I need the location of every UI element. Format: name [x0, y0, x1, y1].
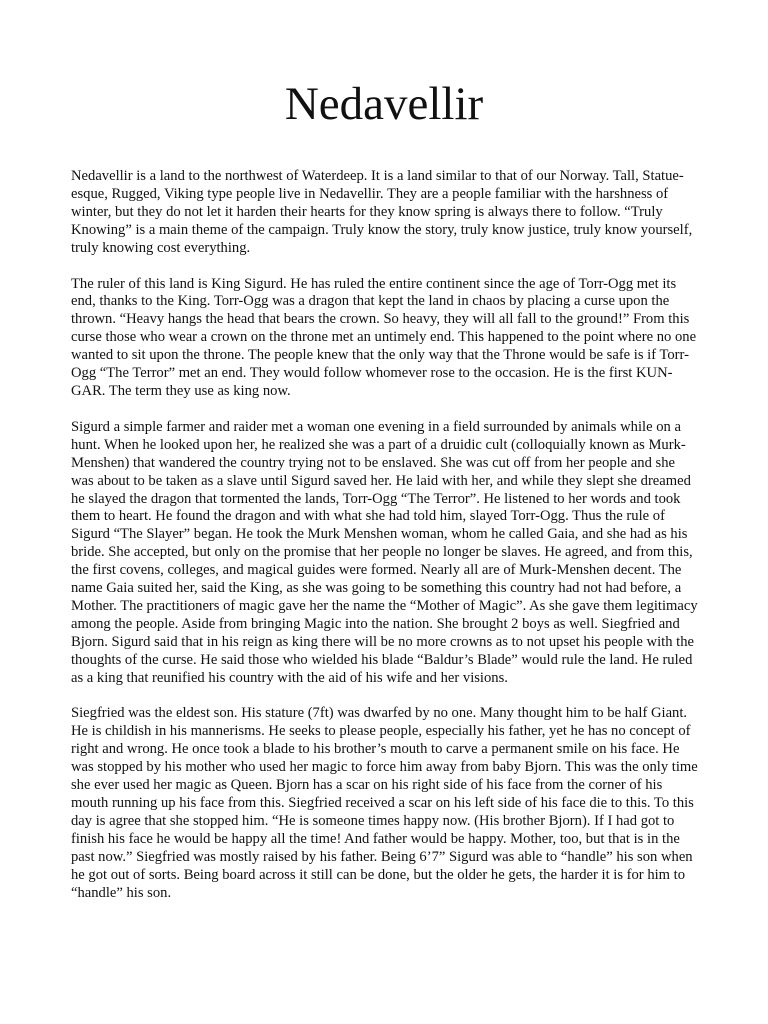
page-title: Nedavellir: [284, 78, 484, 130]
paragraph-ruler: The ruler of this land is King Sigurd. He has ruled the entire continent since the age of Torr-Ogg met its end, thanks to the King. Torr-Ogg was a dragon that kept the land in chaos by placing a curse upon the thrown. “Heavy hangs the head that bears the crown. So heavy, they will all fall to the ground!” From this curse those who wear a crown on the throne met an untimely end. This happened to the point where no one wanted to sit upon the throne. The people knew that the only way that the Throne would be safe is if Torr-Ogg “The Terror” met an end. They would follow whomever rose to the occasion. He is the first KUN-GAR. The term they use as king now.: [71, 275, 697, 399]
paragraph-sigurd: Sigurd a simple farmer and raider met a woman one evening in a field surrounded by animals while on a hunt. When he looked upon her, he realized she was a part of a druidic cult (colloquially known as Murk-Menshen) that wandered the country trying not to be enslaved. She was cut off from her people and she was about to be taken as a slave until Sigurd saved her. He laid with her, and while they slept she dreamed he slayed the dragon that tormented the lands, Torr-Ogg “The Terror”. He listened to her words and took them to heart. He found the dragon and with what she had told him, slayed Torr-Ogg. Thus the rule of Sigurd “The Slayer” began. He took the Murk Menshen woman, whom he called Gaia, and she had as his bride. She accepted, but only on the promise that her people no longer be slaves. He agreed, and from this, the first covens, colleges, and magical guides were formed. Nearly all are of Murk-Menshen decent. The name Gaia suited her, said the King, as she was going to be something this country had not had before, a Mother. The practitioners of magic gave her the name the “Mother of Magic”. As she gave them legitimacy among the people. Aside from bringing Magic into the nation. She brought 2 boys as well. Siegfried and Bjorn. Sigurd said that in his reign as king there will be no more crowns as to not upset his people with the thoughts of the curse. He said those who wielded his blade “Baldur’s Blade” would rule the land. He ruled as a king that reunified his country with the aid of his wife and her visions.: [71, 418, 698, 686]
document-body: [71, 168, 701, 920]
paragraph-intro: Nedavellir is a land to the northwest of Waterdeep. It is a land similar to that of our Norway. Tall, Statue-esque, Rugged, Viking type people live in Nedavellir. They are a people familiar with the harshness of winter, but they do not let it harden their hearts for they know spring is always there to follow. “Truly Knowing” is a main theme of the campaign. Truly know the story, truly know justice, truly know yourself, truly knowing cost everything.: [71, 168, 693, 256]
paragraph-siegfried: Siegfried was the eldest son. His stature (7ft) was dwarfed by no one. Many thought him to be half Giant. He is childish in his mannerisms. He seeks to please people, especially his father, yet he has no concept of right and wrong. He once took a blade to his brother’s mouth to carve a permanent smile on his face. He was stopped by his mother who used her magic to force him away from baby Bjorn. This was the only time she ever used her magic as Queen. Bjorn has a scar on his right side of his face from the corner of his mouth running up his face from this. Siegfried received a scar on his left side of his face die to this. To this day is agree that she stopped him. “He is someone times happy now. (His brother Bjorn). If I had got to finish his face he would be happy all the time! And father would be happy. Mother, too, but that is in the past now.” Siegfried was mostly raised by his father. Being 6’7” Sigurd was able to “handle” his son when he got out of sorts. Being board across it still can be done, but the older he gets, the harder it is for him to “handle” his son.: [71, 705, 698, 901]
